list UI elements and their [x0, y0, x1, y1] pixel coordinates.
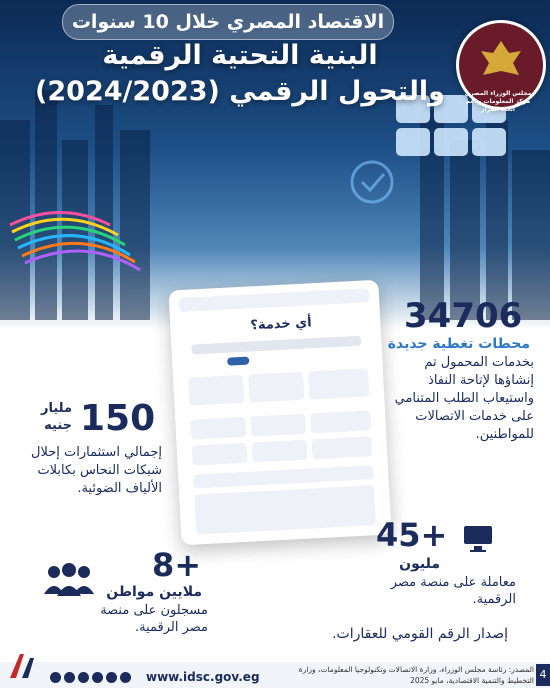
facebook-icon[interactable] [50, 672, 61, 683]
investment-unit: مليار جنيه [40, 401, 72, 433]
tablet-question: أي خدمة؟ [250, 315, 312, 334]
brand-logo-icon [6, 648, 40, 684]
website-url[interactable]: www.idsc.gov.eg [146, 670, 260, 684]
tablet-card [308, 368, 369, 399]
citizens-value: 8+ [152, 546, 202, 584]
source-note: المصدر: رئاسة مجلس الوزراء، وزارة الاتصالات وتكنولوجيا المعلومات، وزارة التخطيط والتنمية الاقتصادية، مايو 2025 [298, 665, 534, 685]
screen-icon [460, 522, 500, 556]
tablet-card [310, 410, 371, 433]
tablet-section [193, 465, 373, 488]
x-icon[interactable] [64, 672, 75, 683]
stations-description: بخدمات المحمول تم إنشاؤها لإتاحة النفاذ واستيعاب الطلب المتنامي على خدمات الاتصالات للمواطنين. [394, 355, 534, 442]
tablet-card [248, 372, 304, 403]
tablet-card [311, 436, 372, 459]
investment-description: إجمالي استثمارات إحلال شبكات النحاس بكابلات الألياف الضوئية. [31, 445, 162, 496]
digital-egypt-tablet-mockup [168, 280, 391, 546]
page-title [30, 38, 450, 110]
title-line-2: والتحول الرقمي (2024/2023) [35, 76, 445, 107]
tablet-search [191, 336, 361, 355]
page-number: 4 [536, 664, 550, 686]
transactions-unit: مليون [399, 556, 440, 572]
stations-value: 34706 [404, 296, 523, 336]
tablet-card [190, 417, 246, 440]
tablet-card [192, 443, 248, 466]
realestate-description: إصدار الرقم القومي للعقارات. [332, 626, 508, 642]
series-title: الاقتصاد المصري خلال 10 سنوات [62, 4, 394, 40]
citizens-unit: ملايين مواطن [106, 584, 202, 600]
stations-label: محطات تغطية جديدة [387, 336, 530, 352]
investment-value: 150 [80, 398, 156, 439]
tablet-card [252, 440, 308, 463]
logo-caption: مجلس الوزراء المصري مركز المعلومات ودعم اتخاذ القرار [464, 90, 532, 113]
youtube-icon[interactable] [92, 672, 103, 683]
telegram-icon[interactable] [120, 672, 131, 683]
tablet-search-button [227, 357, 249, 366]
tablet-section [194, 485, 376, 534]
linkedin-icon[interactable] [106, 672, 117, 683]
tablet-navbar [179, 288, 369, 312]
transactions-description: معاملة على منصة مصر الرقمية. [390, 575, 516, 607]
citizens-description: مسجلون على منصة مصر الرقمية. [100, 603, 208, 635]
transactions-value: 45+ [376, 516, 448, 554]
tablet-card [250, 414, 306, 437]
title-line-1: البنية التحتية الرقمية [102, 40, 378, 71]
instagram-icon[interactable] [78, 672, 89, 683]
people-icon [38, 560, 100, 598]
tablet-card [188, 375, 244, 406]
